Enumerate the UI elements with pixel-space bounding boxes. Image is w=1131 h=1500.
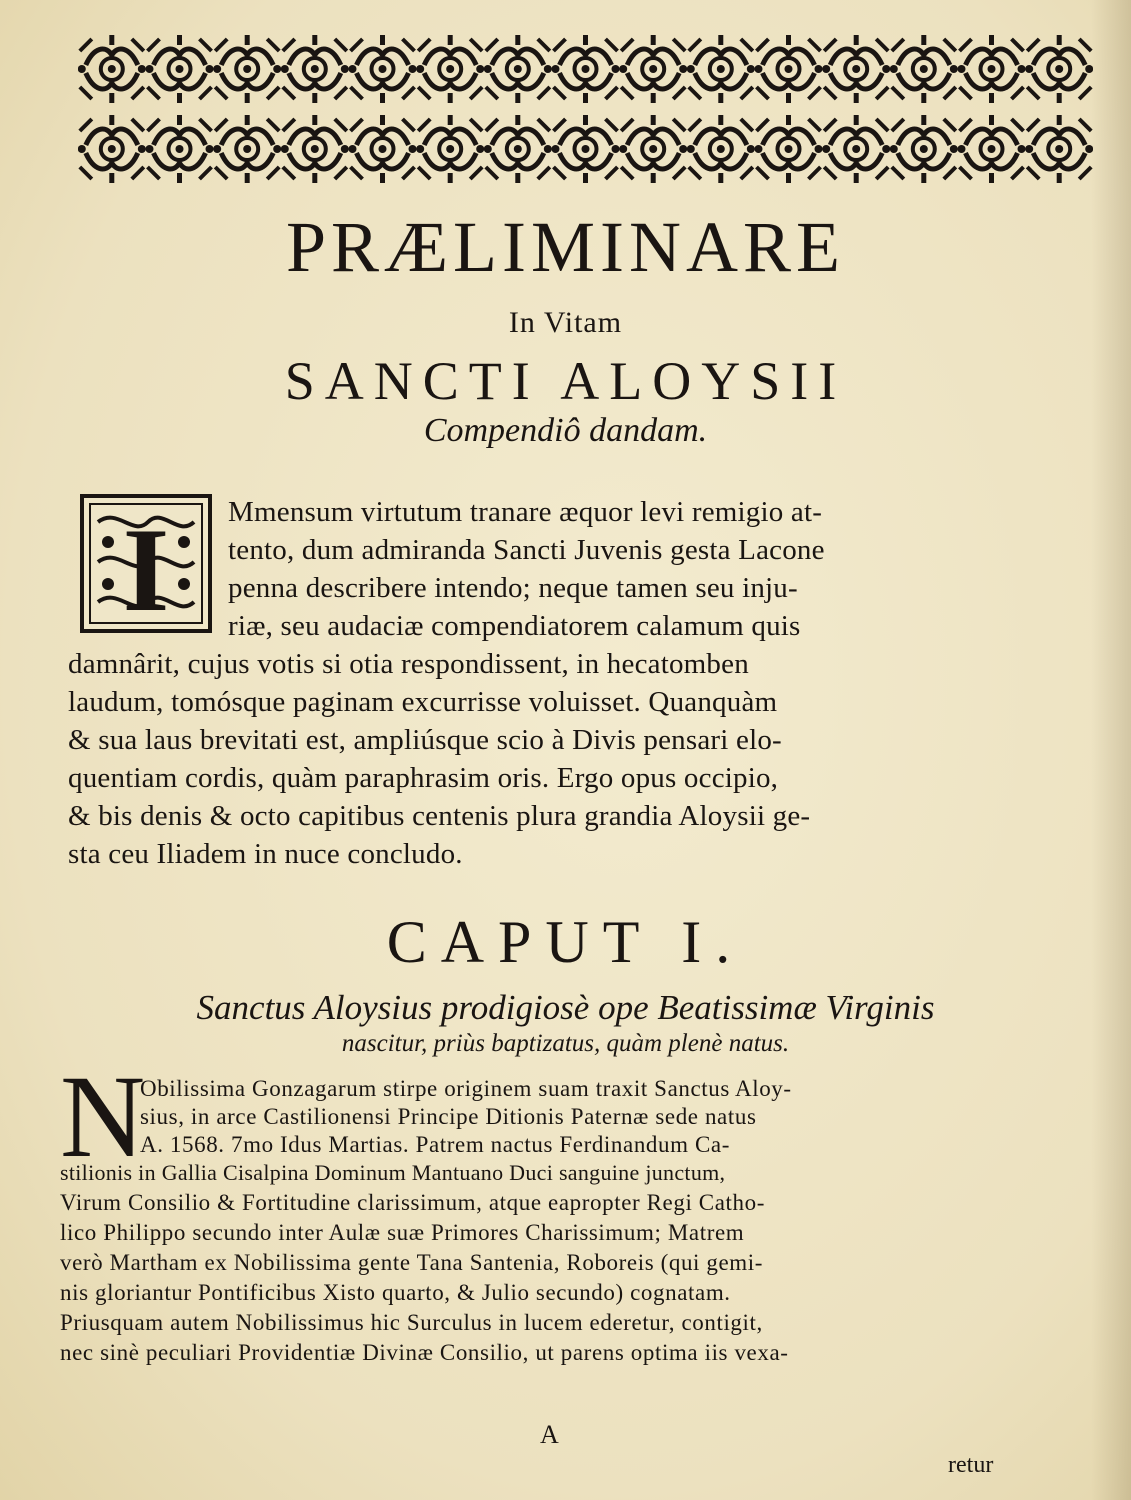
decorated-initial	[78, 492, 214, 635]
headpiece-ornament-motif	[1025, 35, 1093, 103]
headpiece-ornament-motif	[349, 115, 417, 183]
headpiece-ornament-motif	[958, 115, 1026, 183]
decorated-initial-frame-graphic	[78, 492, 214, 635]
subtitle-saint-name: SANCTI ALOYSII	[284, 351, 847, 411]
headpiece-ornament-motif	[552, 35, 620, 103]
preface-line: laudum, tomósque paginam excurrisse voluisset. Quanquàm	[68, 686, 778, 718]
chapter-initial-letter: N	[60, 1051, 146, 1182]
headpiece-ornament-motif	[484, 115, 552, 183]
subtitle-in: In Vitam	[508, 306, 623, 339]
headpiece-ornament-motif	[213, 115, 281, 183]
headpiece-ornament-motif	[78, 35, 146, 103]
headpiece-ornament-graphic	[78, 24, 1093, 194]
headpiece-ornament-motif	[687, 35, 755, 103]
main-title: PRÆLIMINARE	[285, 207, 846, 287]
signature-mark: A	[540, 1420, 559, 1449]
preface-line: quentiam cordis, quàm paraphrasim oris. Ergo opus occipio,	[68, 762, 779, 794]
headpiece-ornament-motif	[958, 35, 1026, 103]
preface-line: tento, dum admiranda Sancti Juvenis gesta Lacone	[228, 534, 825, 566]
headpiece-ornament-motif	[213, 35, 281, 103]
headpiece-ornament-motif	[552, 115, 620, 183]
decorated-initial-letter: I	[122, 503, 170, 635]
chapter-title: CAPUT I.	[386, 909, 745, 975]
headpiece-ornament-motif	[484, 35, 552, 103]
headpiece-ornament-motif	[619, 35, 687, 103]
headpiece-ornament-motif	[1025, 115, 1093, 183]
subtitle-italic: Compendiô dandam.	[423, 412, 708, 449]
headpiece-ornament-motif	[755, 115, 823, 183]
headpiece-ornament-motif	[146, 35, 214, 103]
preface-line: sta ceu Iliadem in nuce concludo.	[68, 838, 463, 870]
headpiece-ornament-motif	[349, 35, 417, 103]
chapter-line: Virum Consilio & Fortitudine clarissimum, atque eapropter Regi Catho-	[60, 1190, 765, 1215]
preface-line: & sua laus brevitati est, ampliúsque scio à Divis pensari elo-	[68, 724, 782, 756]
chapter-line: Priusquam autem Nobilissimus hic Surculus in lucem ederetur, contigit,	[60, 1310, 763, 1335]
chapter-line: nis gloriantur Pontificibus Xisto quarto, & Julio secundo) cognatam.	[60, 1280, 731, 1305]
headpiece-ornament-motif	[755, 35, 823, 103]
headpiece-ornament-motif	[281, 115, 349, 183]
preface-line: damnârit, cujus votis si otia respondissent, in hecatomben	[68, 648, 749, 680]
catchword: retur	[948, 1452, 994, 1478]
headpiece-ornament-motif	[822, 115, 890, 183]
headpiece-ornament-motif	[619, 115, 687, 183]
preface-line: & bis denis & octo capitibus centenis plura grandia Aloysii ge-	[68, 800, 811, 832]
headpiece-ornament-motif	[78, 115, 146, 183]
preface-line: penna describere intendo; neque tamen seu inju-	[228, 572, 798, 604]
chapter-summary-line-1: Sanctus Aloysius prodigiosè ope Beatissimæ Virginis	[196, 988, 935, 1027]
headpiece-ornament-motif	[890, 35, 958, 103]
headpiece-ornament-motif	[146, 115, 214, 183]
chapter-line: A. 1568. 7mo Idus Martias. Patrem nactus Ferdinandum Ca-	[140, 1132, 730, 1157]
headpiece-ornament-motif	[822, 35, 890, 103]
preface-line: riæ, seu audaciæ compendiatorem calamum quis	[228, 610, 801, 642]
chapter-line: stilionis in Gallia Cisalpina Dominum Mantuano Duci sanguine junctum,	[60, 1160, 726, 1185]
chapter-line: nec sinè peculiari Providentiæ Divinæ Consilio, ut parens optima iis vexa-	[60, 1340, 789, 1365]
chapter-line: verò Martham ex Nobilissima gente Tana Santenia, Roboreis (qui gemi-	[60, 1250, 764, 1275]
chapter-line: lico Philippo secundo inter Aulæ suæ Primores Charissimum; Matrem	[60, 1220, 745, 1245]
headpiece-ornament-motif	[416, 35, 484, 103]
headpiece-ornament-motif	[281, 35, 349, 103]
headpiece-ornament-motif	[416, 115, 484, 183]
preface-line: Mmensum virtutum tranare æquor levi remigio at-	[228, 496, 823, 528]
headpiece-ornament-motif	[687, 115, 755, 183]
chapter-line: sius, in arce Castilionensi Principe Ditionis Paternæ sede natus	[140, 1104, 757, 1129]
ornamental-headpiece	[78, 24, 1093, 194]
chapter-summary-line-2: nascitur, priùs baptizatus, quàm plenè natus.	[341, 1030, 790, 1057]
headpiece-ornament-motif	[890, 115, 958, 183]
chapter-line: Obilissima Gonzagarum stirpe originem suam traxit Sanctus Aloy-	[140, 1076, 792, 1101]
